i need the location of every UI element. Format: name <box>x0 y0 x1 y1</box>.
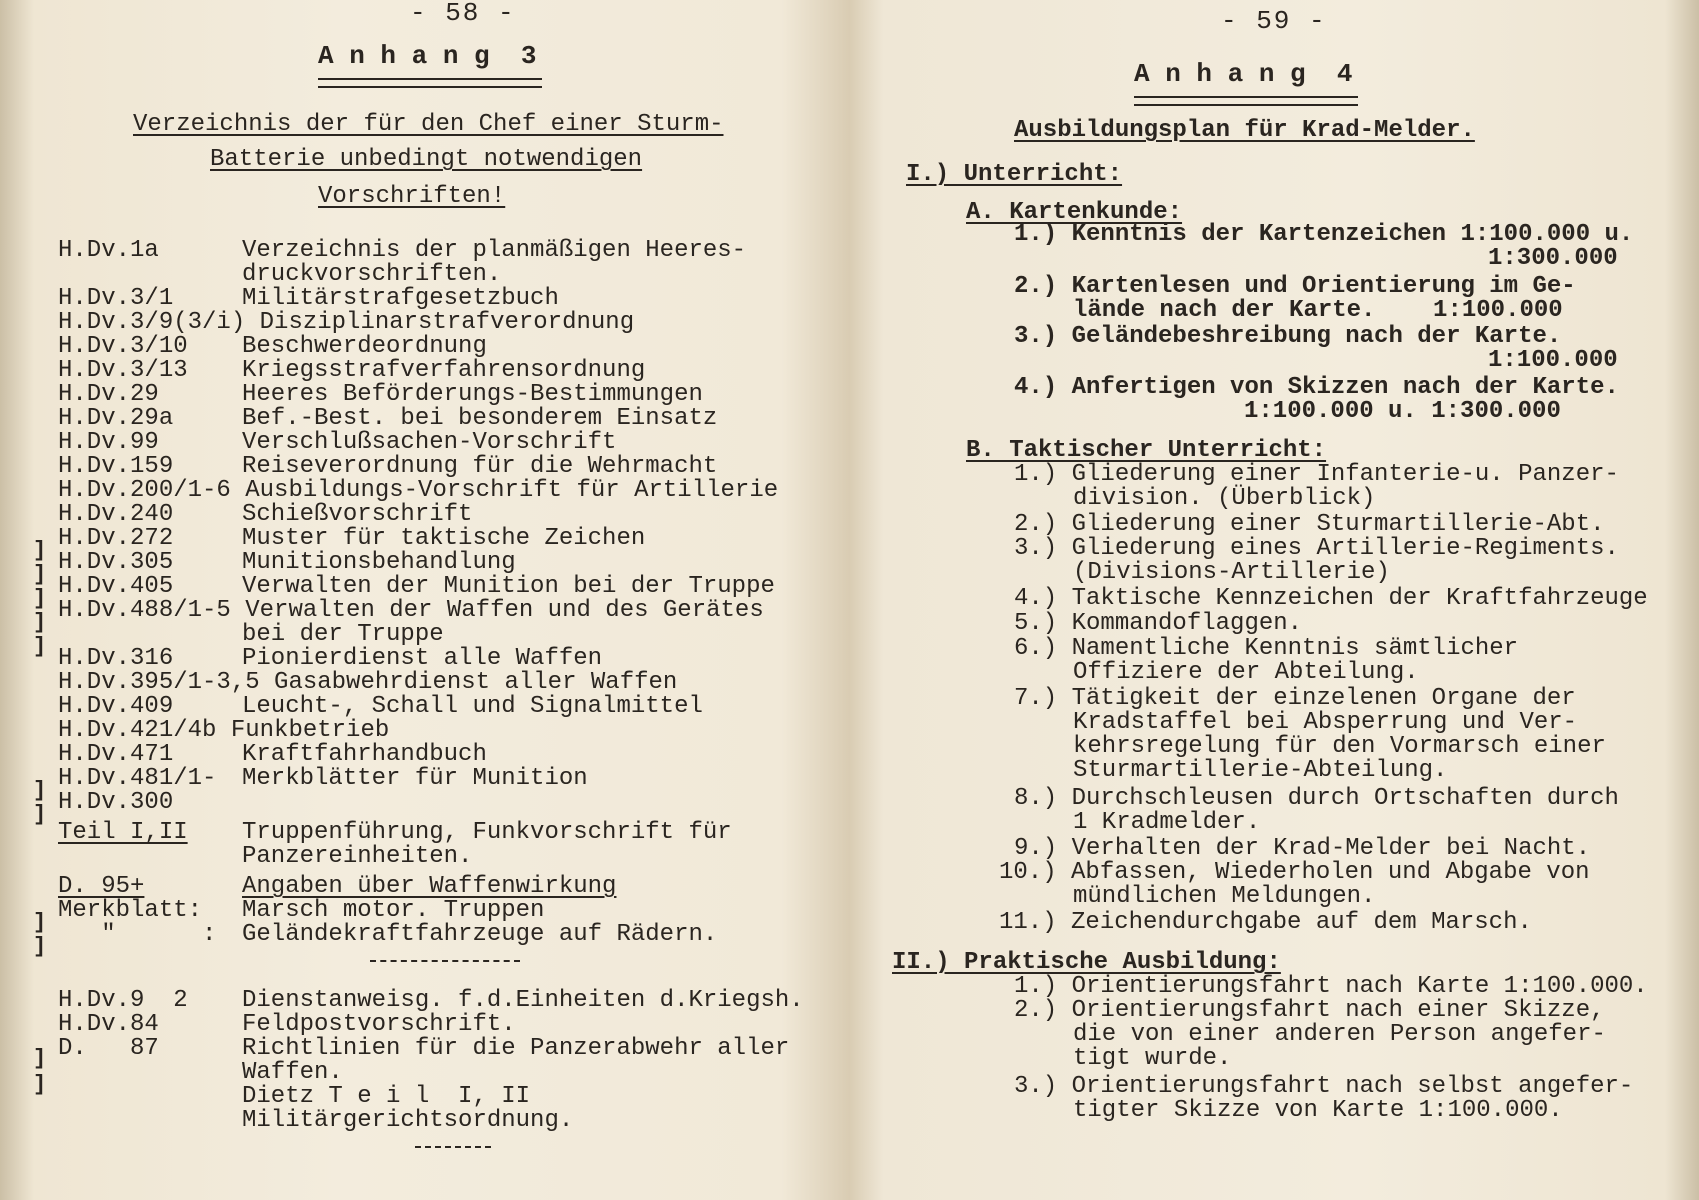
plan-line: kehrsregelung für den Vormarsch einer <box>1073 733 1606 760</box>
entry-code: H.Dv.316 <box>58 645 174 672</box>
subsection-heading: B. Taktischer Unterricht: <box>966 437 1327 464</box>
plan-line: 10.) Abfassen, Wiederholen und Abgabe von <box>999 859 1590 886</box>
entry-text: Panzereinheiten. <box>242 843 473 870</box>
margin-bracket-mark: ] <box>33 586 47 611</box>
entry-text: Schießvorschrift <box>242 501 473 528</box>
plan-line: 2.) Gliederung einer Sturmartillerie-Abt. <box>1014 511 1605 538</box>
plan-line: 1:100.000 u. 1:300.000 <box>1244 398 1561 425</box>
entry-code: H.Dv.240 <box>58 501 174 528</box>
entry-code: H.Dv.471 <box>58 741 174 768</box>
page-number: - 59 - <box>1221 6 1327 36</box>
entry-text: Reiseverordnung für die Wehrmacht <box>242 453 718 480</box>
plan-line: 8.) Durchschleusen durch Ortschaften durch <box>1014 785 1619 812</box>
plan-line: Offiziere der Abteilung. <box>1073 659 1419 686</box>
entry-code: H.Dv.200/1-6 Ausbildungs-Vorschrift für Artillerie <box>58 477 779 504</box>
annex-title: A n h a n g 4 <box>1134 59 1353 89</box>
plan-line: 2.) Kartenlesen und Orientierung im Ge- <box>1014 273 1576 300</box>
heading: Ausbildungsplan für Krad-Melder. <box>1014 117 1475 144</box>
entry-text: Dietz T e i l I, II <box>242 1083 531 1110</box>
margin-bracket-mark: ] <box>33 634 47 659</box>
entry-code: H.Dv.481/1- <box>58 765 217 792</box>
plan-line: 9.) Verhalten der Krad-Melder bei Nacht. <box>1014 835 1591 862</box>
entry-text: Leucht-, Schall und Signalmittel <box>242 693 703 720</box>
entry-text: Pionierdienst alle Waffen <box>242 645 603 672</box>
plan-line: 1:300.000 <box>1488 245 1618 272</box>
double-underline <box>1134 96 1358 106</box>
entry-text: Bef.-Best. bei besonderem Einsatz <box>242 405 718 432</box>
margin-bracket-mark: ] <box>33 910 47 935</box>
entry-code: H.Dv.409 <box>58 693 174 720</box>
subsection-heading: A. Kartenkunde: <box>966 199 1183 226</box>
entry-code: H.Dv.99 <box>58 429 159 456</box>
plan-line: tigt wurde. <box>1073 1045 1232 1072</box>
entry-text: Angaben über Waffenwirkung <box>242 873 617 900</box>
entry-text: Verwalten der Munition bei der Truppe <box>242 573 775 600</box>
plan-line: 2.) Orientierungsfahrt nach einer Skizze, <box>1014 997 1605 1024</box>
section-heading: II.) Praktische Ausbildung: <box>892 949 1281 976</box>
margin-bracket-mark: ] <box>33 778 47 803</box>
entry-text: Munitionsbehandlung <box>242 549 516 576</box>
plan-line: 1.) Kenntnis der Kartenzeichen 1:100.000 u. <box>1014 221 1634 248</box>
plan-line: 1:100.000 <box>1488 347 1618 374</box>
dashed-separator <box>370 960 520 962</box>
plan-line: (Divisions-Artillerie) <box>1073 559 1390 586</box>
entry-text: bei der Truppe <box>242 621 444 648</box>
entry-code: H.Dv.3/1 <box>58 285 174 312</box>
heading-line: Verzeichnis der für den Chef einer Sturm- <box>133 111 724 138</box>
plan-line: die von einer anderen Person angefer- <box>1073 1021 1606 1048</box>
entry-text: Verzeichnis der planmäßigen Heeres- <box>242 237 747 264</box>
entry-text: Verschlußsachen-Vorschrift <box>242 429 617 456</box>
plan-line: Sturmartillerie-Abteilung. <box>1073 757 1448 784</box>
entry-code: H.Dv.3/9(3/i) Disziplinarstrafverordnung <box>58 309 635 336</box>
entry-code: D. 95+ <box>58 873 145 900</box>
entry-text: Militärstrafgesetzbuch <box>242 285 559 312</box>
margin-bracket-mark: ] <box>33 934 47 959</box>
margin-bracket-mark: ] <box>33 610 47 635</box>
entry-code: H.Dv.3/10 <box>58 333 188 360</box>
entry-code: H.Dv.29a <box>58 405 174 432</box>
plan-line: mündlichen Meldungen. <box>1073 883 1376 910</box>
entry-code: " : <box>58 921 217 948</box>
plan-line: 7.) Tätigkeit der einzelenen Organe der <box>1014 685 1576 712</box>
plan-line: 1 Kradmelder. <box>1073 809 1261 836</box>
entry-code: H.Dv.29 <box>58 381 159 408</box>
entry-text: Kraftfahrhandbuch <box>242 741 487 768</box>
entry-code: H.Dv.84 <box>58 1011 159 1038</box>
margin-bracket-mark: ] <box>33 538 47 563</box>
heading-line: Vorschriften! <box>318 183 506 210</box>
entry-code: H.Dv.3/13 <box>58 357 188 384</box>
plan-line: tigter Skizze von Karte 1:100.000. <box>1073 1097 1563 1124</box>
entry-text: Marsch motor. Truppen <box>242 897 545 924</box>
margin-bracket-mark: ] <box>33 562 47 587</box>
entry-text: druckvorschriften. <box>242 261 502 288</box>
entry-text: Richtlinien für die Panzerabwehr aller <box>242 1035 790 1062</box>
entry-code: H.Dv.395/1-3,5 Gasabwehrdienst aller Waffen <box>58 669 678 696</box>
section-heading: I.) Unterricht: <box>906 161 1123 188</box>
plan-line: Kradstaffel bei Absperrung und Ver- <box>1073 709 1578 736</box>
plan-line: 3.) Gliederung eines Artillerie-Regiments. <box>1014 535 1619 562</box>
entry-text: Merkblätter für Munition <box>242 765 588 792</box>
entry-text: Muster für taktische Zeichen <box>242 525 646 552</box>
entry-text: Geländekraftfahrzeuge auf Rädern. <box>242 921 718 948</box>
plan-line: 11.) Zeichendurchgabe auf dem Marsch. <box>999 909 1532 936</box>
plan-line: 3.) Orientierungsfahrt nach selbst angefer- <box>1014 1073 1634 1100</box>
right-page <box>866 0 1699 1200</box>
entry-code: H.Dv.272 <box>58 525 174 552</box>
plan-line: 5.) Kommandoflaggen. <box>1014 610 1303 637</box>
dashed-separator <box>415 1146 491 1148</box>
entry-code: H.Dv.405 <box>58 573 174 600</box>
entry-code: H.Dv.305 <box>58 549 174 576</box>
entry-text: Militärgerichtsordnung. <box>242 1107 574 1134</box>
entry-text: Waffen. <box>242 1059 343 1086</box>
plan-line: 3.) Geländebeshreibung nach der Karte. <box>1014 323 1562 350</box>
entry-code: H.Dv.1a <box>58 237 159 264</box>
margin-bracket-mark: ] <box>33 802 47 827</box>
plan-line: lände nach der Karte. 1:100.000 <box>1073 297 1563 324</box>
entry-code: D. 87 <box>58 1035 159 1062</box>
plan-line: 4.) Anfertigen von Skizzen nach der Karte. <box>1014 374 1619 401</box>
entry-code: H.Dv.159 <box>58 453 174 480</box>
entry-text: Dienstanweisg. f.d.Einheiten d.Kriegsh. <box>242 987 804 1014</box>
entry-code: H.Dv.300 <box>58 789 174 816</box>
entry-text: Beschwerdeordnung <box>242 333 487 360</box>
page-number: - 58 - <box>410 0 516 28</box>
margin-bracket-mark: ] <box>33 1072 47 1097</box>
margin-bracket-mark: ] <box>33 1046 47 1071</box>
heading-line: Batterie unbedingt notwendigen <box>210 146 643 173</box>
entry-code: Merkblatt: <box>58 897 203 924</box>
plan-line: 1.) Gliederung einer Infanterie-u. Panzer- <box>1014 461 1619 488</box>
entry-text: Kriegsstrafverfahrensordnung <box>242 357 646 384</box>
entry-code: Teil I,II <box>58 819 188 846</box>
entry-text: Feldpostvorschrift. <box>242 1011 516 1038</box>
entry-text: Truppenführung, Funkvorschrift für <box>242 819 732 846</box>
entry-text: Heeres Beförderungs-Bestimmungen <box>242 381 703 408</box>
plan-line: 6.) Namentliche Kenntnis sämtlicher <box>1014 635 1519 662</box>
plan-line: 1.) Orientierungsfahrt nach Karte 1:100.000. <box>1014 973 1648 1000</box>
entry-code: H.Dv.9 2 <box>58 987 188 1014</box>
plan-line: division. (Überblick) <box>1073 485 1376 512</box>
entry-code: H.Dv.421/4b Funkbetrieb <box>58 717 390 744</box>
plan-line: 4.) Taktische Kennzeichen der Kraftfahrzeuge <box>1014 585 1648 612</box>
entry-code: H.Dv.488/1-5 Verwalten der Waffen und des Gerätes <box>58 597 764 624</box>
annex-title: A n h a n g 3 <box>318 41 537 71</box>
double-underline <box>318 78 542 88</box>
